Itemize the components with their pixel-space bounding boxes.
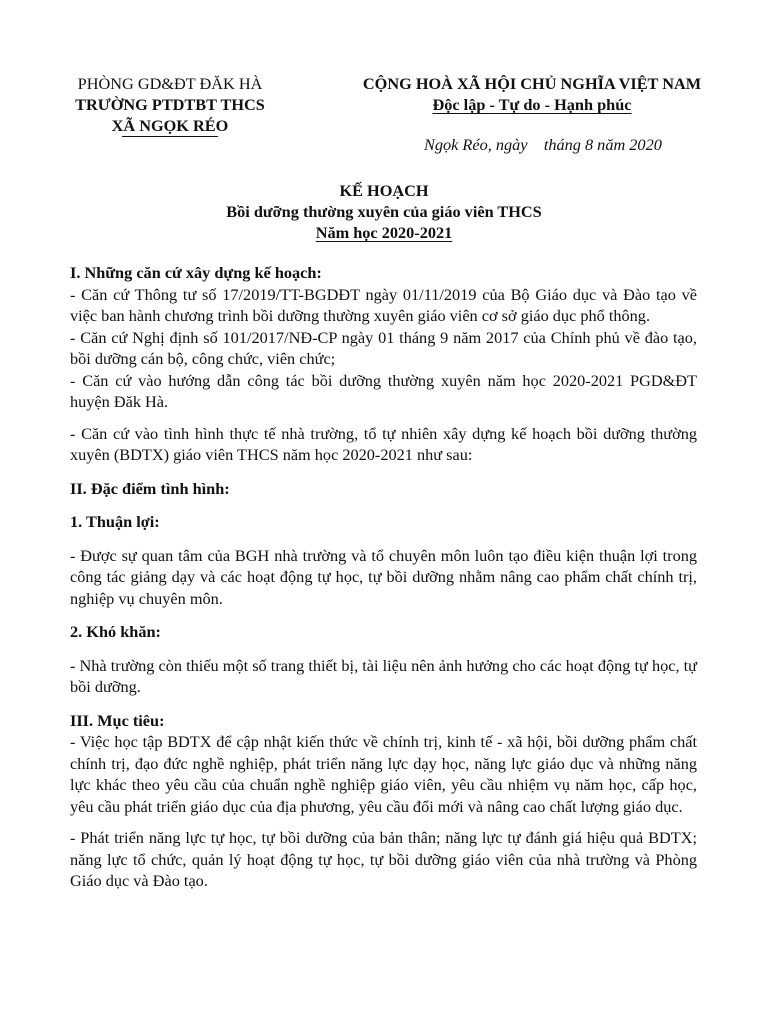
spacer xyxy=(70,817,697,827)
document-type: KẾ HOẠCH xyxy=(339,181,429,200)
place-date-line: Ngọk Réo, ngày tháng 8 năm 2020 xyxy=(424,135,662,154)
spacer xyxy=(70,413,697,423)
school-commune: XÃ NGỌK RÉO xyxy=(111,116,229,135)
header-divider xyxy=(122,136,218,137)
spacer xyxy=(70,466,697,478)
school-name: TRƯỜNG PTDTBT THCS xyxy=(75,95,265,114)
section-heading-3: III. Mục tiêu: xyxy=(70,710,165,730)
paragraph: - Căn cứ Nghị định số 101/2017/NĐ-CP ngày 01 tháng 9 năm 2017 của Chính phủ về đào tạo, bồi dưỡng cán bộ, công chức, viên chức; xyxy=(70,327,697,368)
national-motto: Độc lập - Tự do - Hạnh phúc xyxy=(432,95,632,114)
paragraph: - Căn cứ vào tình hình thực tế nhà trường, tổ tự nhiên xây dựng kế hoạch bồi dưỡng thường xuyên (BDTX) giáo viên THCS năm học 2020-2021 như sau: xyxy=(70,423,697,464)
spacer xyxy=(70,499,697,511)
document-subject: Bồi dưỡng thường xuyên của giáo viên THCS xyxy=(226,202,542,221)
document-title-block xyxy=(0,180,768,243)
paragraph: - Việc học tập BDTX để cập nhật kiến thức về chính trị, kinh tế - xã hội, bồi dưỡng phẩm chất chính trị, đạo đức nghề nghiệp, phát triển năng lực dạy học, năng lực giáo dục và những năng lực khác theo yêu cầu của chuẩn nghề nghiệp giáo viên, yêu cầu nhiệm vụ năm học, cấp học, yêu cầu phát triển giáo dục của địa phương, yêu cầu đổi mới và nâng cao chất lượng giáo dục. xyxy=(70,732,697,816)
spacer xyxy=(70,609,697,621)
spacer xyxy=(70,643,697,655)
paragraph: - Căn cứ Thông tư số 17/2019/TT-BGDĐT ngày 01/11/2019 của Bộ Giáo dục và Đào tạo về việc ban hành chương trình bồi dưỡng thường xuyên giáo viên cơ sở giáo dục phổ thông. xyxy=(70,284,697,325)
document-body xyxy=(70,262,697,892)
paragraph: - Nhà trường còn thiếu một số trang thiết bị, tài liệu nên ảnh hưởng cho các hoạt động tự học, tự bồi dưỡng. xyxy=(70,655,697,696)
section-heading-2: II. Đặc điểm tình hình: xyxy=(70,478,230,498)
spacer xyxy=(70,533,697,545)
subsection-heading-difficulties: 2. Khó khăn: xyxy=(70,622,161,641)
section-heading-1: I. Những căn cứ xây dựng kế hoạch: xyxy=(70,263,322,282)
national-header-block xyxy=(322,73,742,115)
paragraph: - Căn cứ vào hướng dẫn công tác bồi dưỡng thường xuyên năm học 2020-2021 PGD&ĐT huyện Đăk Hà. xyxy=(70,370,697,411)
issuing-agency-block xyxy=(40,73,300,137)
paragraph: - Được sự quan tâm của BGH nhà trường và tổ chuyên môn luôn tạo điều kiện thuận lợi trong công tác giảng dạy và các hoạt động tự học, tự bồi dưỡng nhằm nâng cao phẩm chất chính trị, nghiệp vụ chuyên môn. xyxy=(70,545,697,608)
subsection-heading-advantages: 1. Thuận lợi: xyxy=(70,512,160,531)
national-title: CỘNG HOÀ XÃ HỘI CHỦ NGHĨA VIỆT NAM xyxy=(362,74,702,93)
spacer xyxy=(70,698,697,710)
agency-name: PHÒNG GD&ĐT ĐĂK HÀ xyxy=(77,74,263,93)
school-year: Năm học 2020-2021 xyxy=(315,223,453,242)
paragraph: - Phát triển năng lực tự học, tự bồi dưỡng của bản thân; năng lực tự đánh giá hiệu quả BDTX; năng lực tổ chức, quản lý hoạt động tự học, tự bồi dưỡng giáo viên của nhà trường và Phòng Giáo dục và Đào tạo. xyxy=(70,828,697,890)
